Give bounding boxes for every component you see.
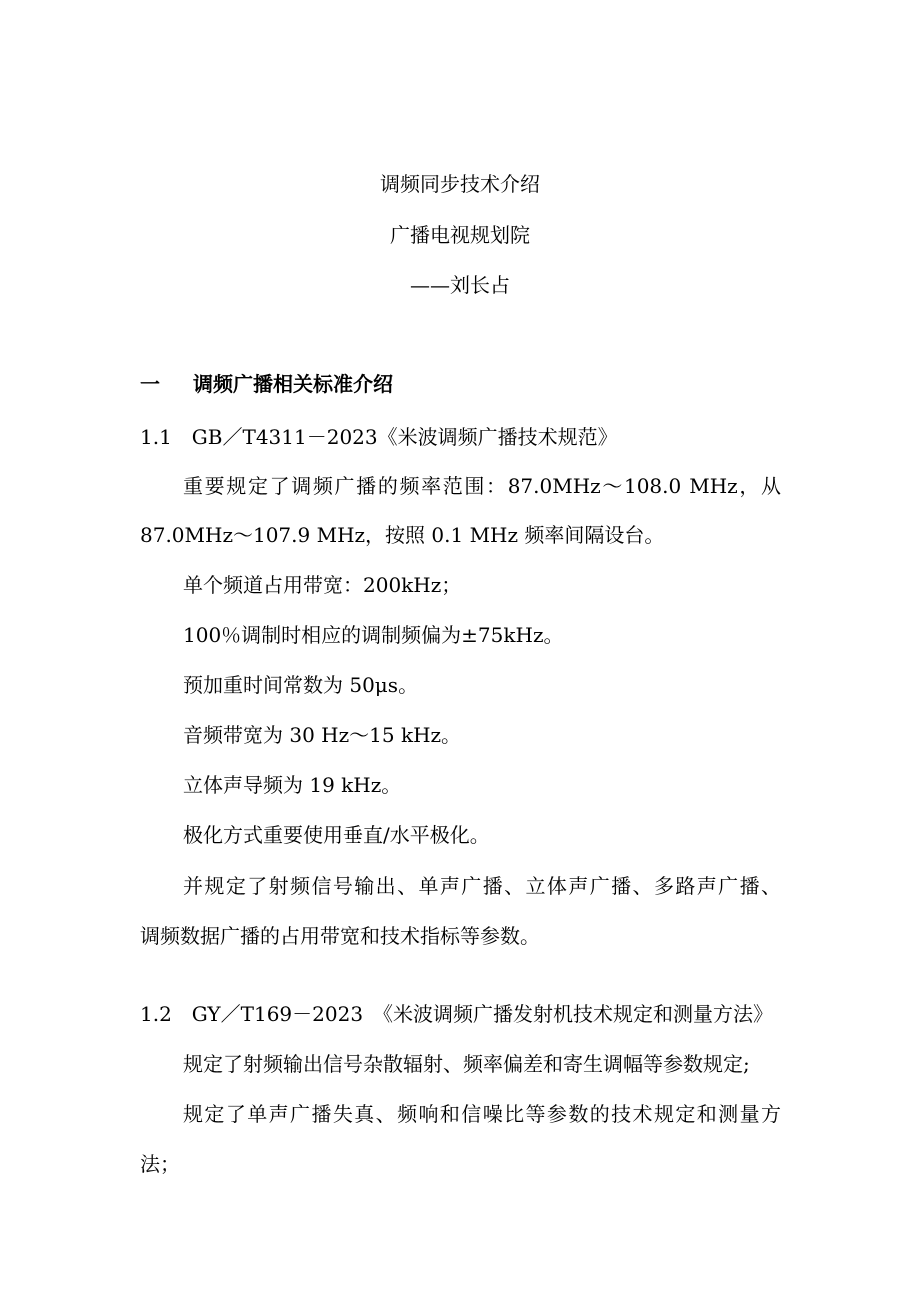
spec-preemphasis: 预加重时间常数为 50μs。 (183, 673, 419, 697)
paragraph-mono-distortion-line1: 规定了单声广播失真、频响和信噪比等参数的技术规定和测量方 (183, 1102, 781, 1126)
subsection-heading-1-2: 1.2 GY／T169－2023 《米波调频广播发射机技术规定和测量方法》 (140, 1002, 774, 1026)
author-line: ——刘长占 (410, 273, 510, 297)
spec-polarization: 极化方式重要使用垂直/水平极化。 (183, 823, 490, 847)
section-number: 一 (140, 372, 160, 396)
paragraph-frequency-range-line1: 重要规定了调频广播的频率范围：87.0MHz～108.0 MHz，从 (183, 474, 781, 498)
section-title: 调频广播相关标准介绍 (193, 372, 393, 396)
spec-frequency-deviation: 100％调制时相应的调制频偏为±75kHz。 (183, 623, 564, 647)
paragraph-frequency-range-line2: 87.0MHz～107.9 MHz，按照 0.1 MHz 频率间隔设台。 (140, 523, 665, 547)
paragraph-occupied-bandwidth-line1: 并规定了射频信号输出、单声广播、立体声广播、多路声广播、 (183, 874, 781, 898)
subsection-heading-1-1: 1.1 GB／T4311－2023《米波调频广播技术规范》 (140, 425, 618, 449)
document-title: 调频同步技术介绍 (380, 172, 540, 196)
paragraph-occupied-bandwidth-line2: 调频数据广播的占用带宽和技术指标等参数。 (140, 924, 540, 948)
paragraph-spurious-emission: 规定了射频输出信号杂散辐射、频率偏差和寄生调幅等参数规定; (183, 1052, 750, 1076)
paragraph-mono-distortion-line2: 法； (140, 1152, 180, 1176)
spec-channel-bandwidth: 单个频道占用带宽：200kHz； (183, 573, 462, 597)
spec-audio-bandwidth: 音频带宽为 30 Hz～15 kHz。 (183, 723, 462, 747)
organization-name: 广播电视规划院 (390, 223, 530, 247)
spec-stereo-pilot: 立体声导频为 19 kHz。 (183, 773, 402, 797)
